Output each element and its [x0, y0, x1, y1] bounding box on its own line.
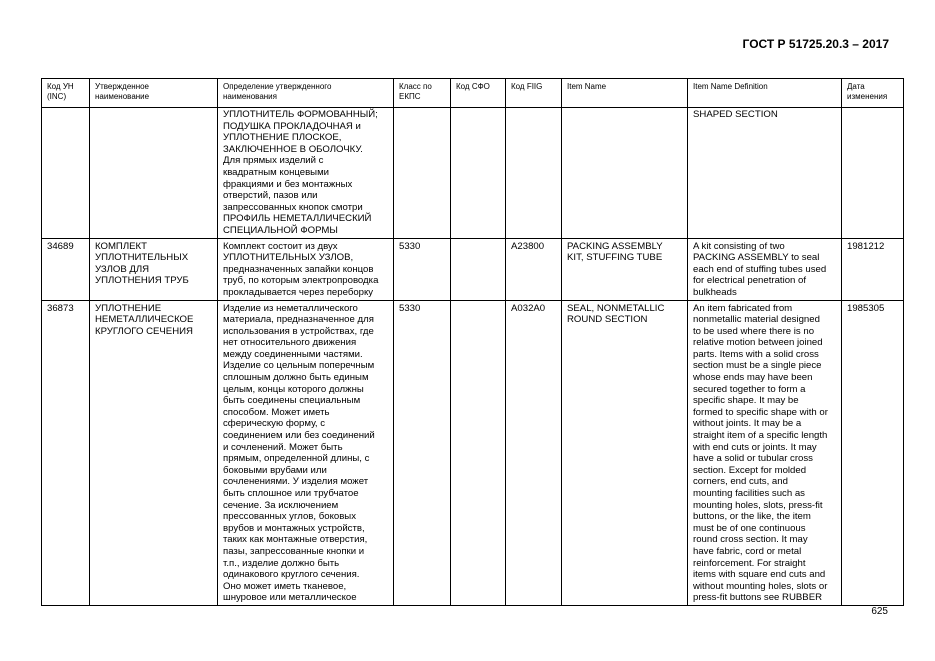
- cell-date: 1985305: [842, 300, 904, 605]
- cell-item-definition: A kit consisting of two PACKING ASSEMBLY to seal each end of stuffing tubes used for electrical penetration of bulkheads: [688, 238, 842, 300]
- column-header-sfo: Код СФО: [451, 79, 506, 108]
- cell-item-name: [562, 108, 688, 239]
- cell-fiig: [506, 108, 562, 239]
- column-header-date: Дата изменения: [842, 79, 904, 108]
- column-header-inc: Код УН (INC): [42, 79, 90, 108]
- cell-definition: Изделие из неметаллического материала, предназначенное для использования в устройствах, где нет относительного движения между соединенными частями. Изделие со цельным поперечным сплошным должно быть единым целым, концы которого должны быть соединены специальным способом. Может иметь сферическую форму, с соединением или без соединений и сочленений. Может быть прямым, определенной длины, с боковыми врубами или сочленениями. У изделия может быть сплошное или трубчатое сечение. За исключением прессованных углов, боковых врубов и монтажных устройств, таких как монтажные отверстия, пазы, запрессованные кнопки и т.п., изделие должно быть одинакового круглого сечения. Оно может иметь тканевое, шнуровое или металлическое: [218, 300, 394, 605]
- cell-class: [394, 108, 451, 239]
- cell-code: [42, 108, 90, 239]
- column-header-approved-name: Утвержденное наименование: [90, 79, 218, 108]
- cell-fiig: A23800: [506, 238, 562, 300]
- cell-sfo: [451, 238, 506, 300]
- cell-definition: УПЛОТНИТЕЛЬ ФОРМОВАННЫЙ; ПОДУШКА ПРОКЛАДОЧНАЯ и УПЛОТНЕНИЕ ПЛОСКОЕ, ЗАКЛЮЧЕННОЕ В ОБОЛОЧКУ. Для прямых изделий с квадратным концевыми фракциями и без монтажных отверстий, пазов или запрессованных кнопок смотри ПРОФИЛЬ НЕМЕТАЛЛИЧЕСКИЙ СПЕЦИАЛЬНОЙ ФОРМЫ: [218, 108, 394, 239]
- table-row: [42, 108, 904, 239]
- column-header-item-definition: Item Name Definition: [688, 79, 842, 108]
- column-header-item-name: Item Name: [562, 79, 688, 108]
- cell-code: 36873: [42, 300, 90, 605]
- cell-item-name: SEAL, NONMETALLIC ROUND SECTION: [562, 300, 688, 605]
- cell-class: 5330: [394, 300, 451, 605]
- cell-name: [90, 108, 218, 239]
- cell-definition: Комплект состоит из двух УПЛОТНИТЕЛЬНЫХ УЗЛОВ, предназначенных запайки концов труб, по которым электропроводка прокладывается через переборку: [218, 238, 394, 300]
- table-row: [42, 300, 904, 605]
- cell-fiig: A032A0: [506, 300, 562, 605]
- column-header-definition: Определение утвержденного наименования: [218, 79, 394, 108]
- cell-sfo: [451, 108, 506, 239]
- standard-designation: ГОСТ Р 51725.20.3 – 2017: [742, 37, 889, 51]
- column-header-class: Класс по ЕКПС: [394, 79, 451, 108]
- nomenclature-table: [41, 78, 904, 606]
- cell-item-name: PACKING ASSEMBLY KIT, STUFFING TUBE: [562, 238, 688, 300]
- cell-class: 5330: [394, 238, 451, 300]
- table-row: [42, 238, 904, 300]
- cell-code: 34689: [42, 238, 90, 300]
- table-header-row: [42, 79, 904, 108]
- cell-name: УПЛОТНЕНИЕ НЕМЕТАЛЛИЧЕСКОЕ КРУГЛОГО СЕЧЕНИЯ: [90, 300, 218, 605]
- cell-name: КОМПЛЕКТ УПЛОТНИТЕЛЬНЫХ УЗЛОВ ДЛЯ УПЛОТНЕНИЯ ТРУБ: [90, 238, 218, 300]
- cell-sfo: [451, 300, 506, 605]
- cell-date: [842, 108, 904, 239]
- cell-item-definition: SHAPED SECTION: [688, 108, 842, 239]
- page-number: 625: [871, 606, 888, 617]
- column-header-fiig: Код FIIG: [506, 79, 562, 108]
- cell-item-definition: An item fabricated from nonmetallic material designed to be used where there is no relative motion between joined parts. Items with a solid cross section must be a single piece whose ends may have been secured together to form a specific shape. It may be formed to specific shape with or without joints. It may be a straight item of a specific length with end cuts or joints. It may have a solid or tubular cross section. Except for molded corners, end cuts, and mounting facilities such as mounting holes, slots, press-fit buttons, or the like, the item must be of one continuous round cross section. It may have fabric, cord or metal reinforcement. For straight items with square end cuts and without mounting holes, slots or press-fit buttons see RUBBER: [688, 300, 842, 605]
- cell-date: 1981212: [842, 238, 904, 300]
